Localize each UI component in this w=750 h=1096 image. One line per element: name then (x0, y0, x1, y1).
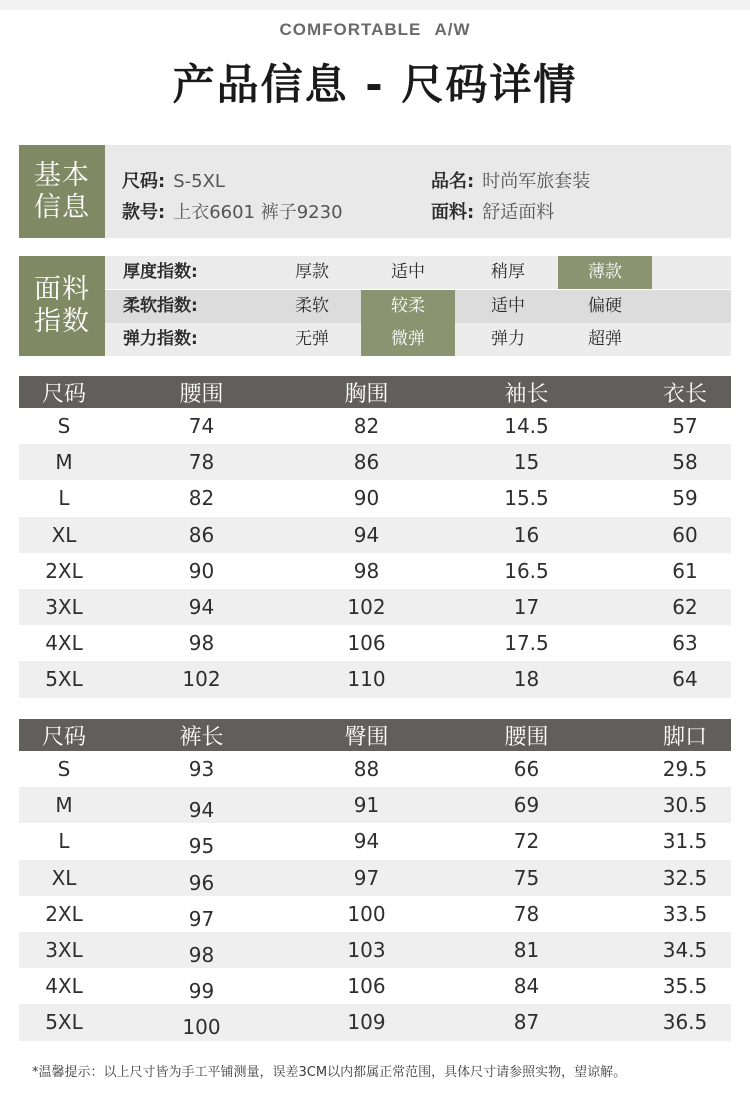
top-table-cell (629, 408, 741, 444)
table-row (19, 444, 731, 480)
top-table-cell-value: 102 (347, 595, 386, 620)
pants-table-cell-value: 99 (188, 979, 215, 1004)
top-table-header-cell: 胸围 (344, 381, 389, 407)
top-table-cell (19, 553, 109, 589)
top-size-table (19, 376, 731, 698)
top-table-cell (19, 661, 109, 697)
top-table-cell (464, 553, 589, 589)
top-table-cell (304, 444, 429, 480)
pants-table-cell (19, 751, 109, 787)
pants-table-cell (629, 751, 741, 787)
top-table-cell (19, 589, 109, 625)
pants-table-cell-value: 30.5 (662, 793, 708, 818)
basic-info-label (19, 145, 105, 238)
pants-table-cell-value: 36.5 (662, 1010, 708, 1035)
top-table-cell (629, 444, 741, 480)
top-table-cell-value: 61 (672, 558, 698, 583)
pants-table-cell-value: 4XL (45, 974, 83, 999)
basic-info-label-line2: 信息 (34, 191, 90, 223)
pants-table-cell-value: 103 (347, 938, 386, 963)
pants-table-header-cell: 腰围 (504, 724, 549, 750)
top-table-cell-value: 57 (672, 414, 698, 439)
top-table-cell (304, 517, 429, 553)
top-table-cell (139, 517, 264, 553)
table-row (19, 968, 731, 1004)
pants-table-cell-value: 95 (188, 834, 215, 859)
top-table-cell (304, 553, 429, 589)
top-table-cell (629, 517, 741, 553)
size-info (122, 167, 225, 193)
top-table-cell (139, 625, 264, 661)
top-table-cell-value: XL (51, 522, 77, 547)
top-table-cell-value: 106 (347, 631, 386, 656)
top-table-cell (304, 661, 429, 697)
pants-table-cell-value: 66 (513, 757, 540, 782)
top-table-cell (464, 408, 589, 444)
pants-table-cell-value: 97 (188, 906, 215, 931)
table-row (19, 751, 731, 787)
pants-table-cell (304, 932, 429, 968)
top-table-cell-value: 60 (672, 522, 698, 547)
pants-table-cell-value: 96 (188, 870, 215, 895)
pants-table-cell (139, 896, 264, 932)
top-table-cell-value: 78 (188, 450, 215, 475)
top-table-cell-value: 15 (513, 450, 540, 475)
top-table-cell (629, 661, 741, 697)
pants-table-cell-value: 2XL (45, 901, 83, 926)
pants-table-cell-value: 78 (513, 901, 540, 926)
fabric-index-row (105, 256, 731, 289)
fabric-option: 柔软 (295, 296, 329, 316)
table-row (19, 932, 731, 968)
fabric-option-selected: 薄款 (558, 256, 652, 289)
top-table-cell-value: 86 (188, 522, 215, 547)
top-table-header-cell: 袖长 (504, 381, 549, 407)
fabric-option: 超弹 (588, 329, 622, 349)
pants-table-cell (19, 968, 109, 1004)
pants-table-cell (304, 968, 429, 1004)
top-table-cell-value: 14.5 (504, 414, 549, 439)
pants-table-cell (464, 968, 589, 1004)
style-info (122, 198, 343, 224)
fabric-index-label (19, 256, 105, 356)
pants-size-table-header (19, 719, 731, 751)
fabric-index-row-label: 厚度指数: (123, 262, 198, 282)
fabric-index-row-label: 弹力指数: (123, 329, 198, 349)
table-row (19, 589, 731, 625)
top-table-header-cell: 尺码 (41, 381, 86, 407)
name-key: 品名: (431, 171, 475, 192)
table-row (19, 625, 731, 661)
pants-table-cell-value: 91 (353, 793, 380, 818)
pants-table-cell (464, 787, 589, 823)
top-table-cell-value: 110 (347, 667, 386, 692)
basic-info-panel (19, 145, 731, 238)
table-row (19, 896, 731, 932)
pants-table-cell-value: 31.5 (662, 829, 708, 854)
name-info (431, 167, 590, 193)
pants-table-cell-value: 106 (347, 974, 386, 999)
top-table-cell-value: 98 (188, 631, 215, 656)
pants-table-cell-value: L (58, 829, 70, 854)
top-table-cell-value: 86 (353, 450, 380, 475)
pants-table-cell-value: 72 (513, 829, 540, 854)
top-table-cell-value: 82 (188, 486, 215, 511)
pants-table-cell (139, 968, 264, 1004)
fabric-index-label-line1: 面料 (34, 274, 90, 305)
top-table-cell (464, 517, 589, 553)
top-table-cell (464, 661, 589, 697)
top-table-cell-value: 16 (513, 522, 540, 547)
top-table-cell (629, 553, 741, 589)
top-table-cell (139, 444, 264, 480)
top-table-cell-value: 5XL (45, 667, 83, 692)
fabric-option-selected: 较柔 (361, 290, 455, 323)
top-table-cell (629, 589, 741, 625)
top-table-cell-value: 90 (353, 486, 380, 511)
fabric-option: 偏硬 (588, 296, 622, 316)
top-table-cell-value: 17 (513, 595, 540, 620)
pants-table-cell-value: 100 (182, 1015, 221, 1040)
top-table-cell (304, 480, 429, 516)
pants-table-cell-value: 87 (513, 1010, 540, 1035)
fabric-index-row-label: 柔软指数: (123, 296, 198, 316)
top-table-cell (304, 625, 429, 661)
fabric-option: 稍厚 (491, 262, 525, 282)
table-row (19, 787, 731, 823)
pants-table-cell (629, 968, 741, 1004)
top-table-cell (464, 625, 589, 661)
fabric-index-panel (19, 256, 731, 356)
top-table-cell (304, 589, 429, 625)
pants-table-cell (629, 787, 741, 823)
pants-table-cell (19, 823, 109, 859)
table-row (19, 860, 731, 896)
pants-table-cell (19, 932, 109, 968)
top-table-cell-value: 58 (672, 450, 698, 475)
top-table-cell (19, 444, 109, 480)
size-value: S-5XL (173, 171, 225, 192)
top-table-cell-value: L (58, 486, 70, 511)
pants-table-cell (629, 1004, 741, 1040)
top-table-cell-value: 94 (188, 595, 215, 620)
pants-table-cell-value: XL (51, 865, 77, 890)
pants-table-cell-value: 109 (347, 1010, 386, 1035)
pants-table-cell (19, 896, 109, 932)
pants-table-cell-value: 88 (353, 757, 380, 782)
pants-table-cell (304, 787, 429, 823)
fabric-value: 舒适面料 (482, 202, 555, 223)
pants-table-cell-value: 98 (188, 943, 215, 968)
pants-table-cell (464, 1004, 589, 1040)
fabric-option-selected: 微弹 (361, 323, 455, 356)
fabric-option: 厚款 (295, 262, 329, 282)
size-key: 尺码: (122, 171, 166, 192)
pants-table-cell-value: 84 (513, 974, 540, 999)
pants-table-cell-value: 3XL (45, 938, 83, 963)
top-table-cell (19, 517, 109, 553)
pants-table-cell (139, 823, 264, 859)
top-table-cell-value: 17.5 (504, 631, 549, 656)
pants-table-cell-value: 97 (353, 865, 380, 890)
table-row (19, 553, 731, 589)
top-table-cell (464, 589, 589, 625)
pants-table-cell (304, 860, 429, 896)
top-table-cell (139, 553, 264, 589)
basic-info-label-line1: 基本 (34, 159, 90, 191)
pants-table-cell (629, 896, 741, 932)
fabric-option: 无弹 (295, 329, 329, 349)
table-row (19, 1004, 731, 1040)
top-table-header-cell: 腰围 (179, 381, 224, 407)
top-table-cell (629, 480, 741, 516)
top-table-cell-value: 15.5 (504, 486, 549, 511)
brand-tagline: COMFORTABLE A/W (279, 20, 471, 39)
pants-table-cell (464, 860, 589, 896)
top-table-cell-value: S (57, 414, 71, 439)
pants-table-cell-value: 29.5 (662, 757, 708, 782)
pants-table-header-cell: 脚口 (662, 724, 707, 750)
pants-table-cell (139, 860, 264, 896)
style-value: 上衣6601 裤子9230 (173, 202, 343, 223)
pants-table-cell-value: 69 (513, 793, 540, 818)
top-table-cell (19, 480, 109, 516)
top-table-cell (629, 625, 741, 661)
pants-table-cell (629, 823, 741, 859)
pants-table-cell (19, 787, 109, 823)
pants-table-cell (464, 932, 589, 968)
top-table-cell-value: M (55, 450, 73, 475)
table-row (19, 480, 731, 516)
pants-table-cell-value: 93 (188, 757, 215, 782)
top-table-cell-value: 90 (188, 558, 215, 583)
top-table-cell (19, 625, 109, 661)
top-table-cell (464, 444, 589, 480)
top-table-cell-value: 16.5 (504, 558, 549, 583)
top-table-cell-value: 18 (513, 667, 540, 692)
pants-table-cell-value: 34.5 (662, 938, 708, 963)
pants-table-header-cell: 裤长 (179, 724, 224, 750)
top-table-cell (139, 408, 264, 444)
pants-table-cell (464, 896, 589, 932)
top-table-cell-value: 82 (353, 414, 380, 439)
pants-table-cell (139, 751, 264, 787)
pants-table-cell (464, 823, 589, 859)
pants-table-cell (629, 860, 741, 896)
pants-table-header-cell: 尺码 (41, 724, 86, 750)
fabric-index-row (105, 323, 731, 356)
pants-table-cell (304, 1004, 429, 1040)
top-table-cell (139, 480, 264, 516)
pants-table-cell-value: M (55, 793, 73, 818)
pants-table-cell-value: 81 (513, 938, 540, 963)
style-key: 款号: (122, 202, 166, 223)
pants-table-cell-value: 33.5 (662, 901, 708, 926)
top-table-cell-value: 4XL (45, 631, 83, 656)
pants-table-cell-value: 100 (347, 901, 386, 926)
top-table-cell-value: 94 (353, 522, 380, 547)
fabric-option: 弹力 (491, 329, 525, 349)
pants-table-cell (304, 896, 429, 932)
pants-table-cell-value: 75 (513, 865, 540, 890)
top-table-cell-value: 102 (182, 667, 221, 692)
table-row (19, 661, 731, 697)
top-table-cell-value: 3XL (45, 595, 83, 620)
fabric-option: 适中 (391, 262, 425, 282)
table-row (19, 408, 731, 444)
pants-table-cell (19, 1004, 109, 1040)
top-table-header-cell: 衣长 (662, 381, 707, 407)
pants-table-cell-value: 35.5 (662, 974, 708, 999)
pants-table-cell (304, 751, 429, 787)
fabric-index-row (105, 290, 731, 323)
pants-table-cell (304, 823, 429, 859)
table-row (19, 823, 731, 859)
top-table-cell-value: 59 (672, 486, 698, 511)
name-value: 时尚军旅套装 (482, 171, 591, 192)
top-table-cell-value: 74 (188, 414, 215, 439)
top-table-cell-value: 62 (672, 595, 698, 620)
pants-table-cell-value: 5XL (45, 1010, 83, 1035)
top-table-cell-value: 2XL (45, 558, 83, 583)
pants-table-cell (139, 787, 264, 823)
top-size-table-header (19, 376, 731, 408)
page-title: 产品信息 - 尺码详情 (172, 60, 578, 109)
pants-table-cell (464, 751, 589, 787)
pants-table-header-cell: 臀围 (344, 724, 389, 750)
pants-table-cell (19, 860, 109, 896)
pants-table-cell (139, 932, 264, 968)
pants-table-cell (629, 932, 741, 968)
top-table-cell-value: 64 (672, 667, 698, 692)
top-table-cell (139, 661, 264, 697)
pants-table-cell-value: S (57, 757, 71, 782)
top-table-cell (464, 480, 589, 516)
top-table-cell (304, 408, 429, 444)
pants-size-table (19, 719, 731, 1041)
pants-table-cell-value: 32.5 (662, 865, 708, 890)
pants-table-cell-value: 94 (188, 798, 215, 823)
top-table-cell (139, 589, 264, 625)
top-table-cell-value: 63 (672, 631, 698, 656)
top-table-cell (19, 408, 109, 444)
pants-table-cell (139, 1004, 264, 1040)
fabric-index-label-line2: 指数 (34, 306, 90, 337)
fabric-option: 适中 (491, 296, 525, 316)
top-divider (0, 0, 750, 10)
pants-table-cell-value: 94 (353, 829, 380, 854)
footer-note: *温馨提示：以上尺寸皆为手工平铺测量，误差3CM以内都属正常范围，具体尺寸请参照实物，望谅解。 (32, 1065, 627, 1080)
fabric-info (431, 198, 554, 224)
table-row (19, 517, 731, 553)
top-table-cell-value: 98 (353, 558, 380, 583)
fabric-key: 面料: (431, 202, 475, 223)
